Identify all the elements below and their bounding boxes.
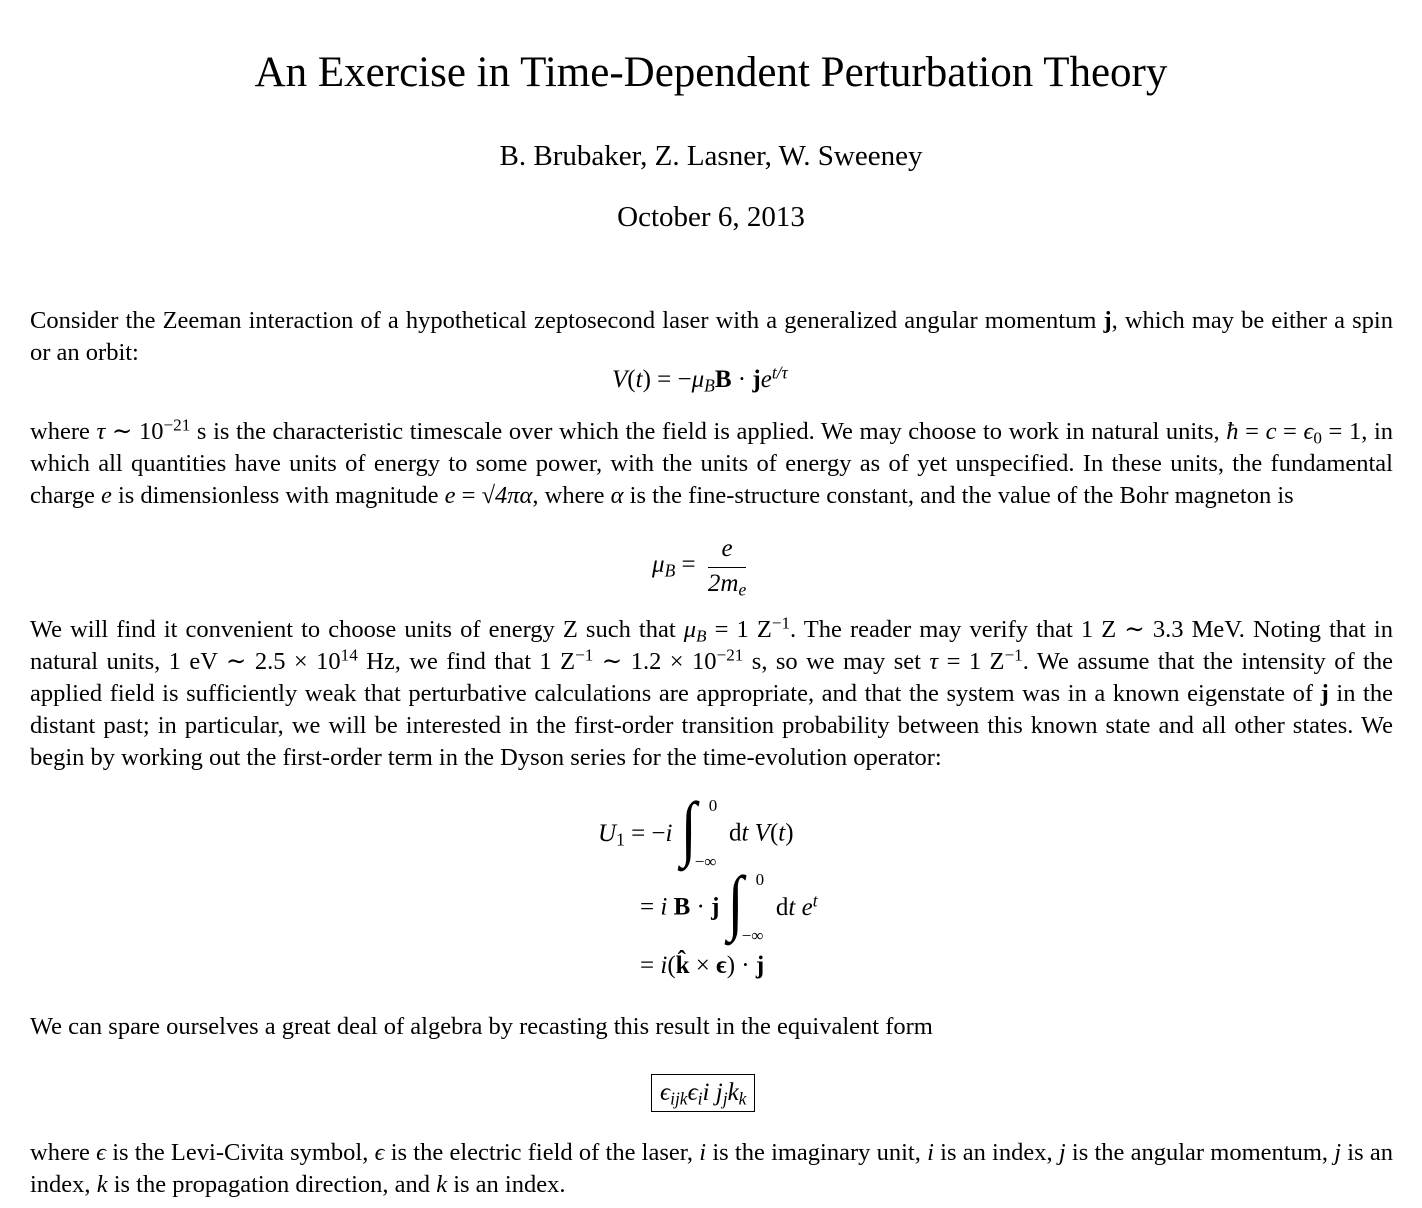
math-token: ϵ xyxy=(96,1139,106,1166)
paragraph-units xyxy=(30,416,1393,512)
math-token: j xyxy=(709,1079,723,1106)
u1-line1-pre xyxy=(598,819,673,850)
text-run: . The reader may verify that 1 Z ∼ 3.3 MeV. Noting that in natural units, 1 eV ∼ 2.5 × 10 xyxy=(30,616,1393,675)
math-token: c xyxy=(1265,418,1277,445)
bohr-lhs xyxy=(652,551,696,581)
text-run: · xyxy=(690,893,712,921)
math-token: i xyxy=(702,1079,710,1106)
text-run: , which may be either a spin or an orbit: xyxy=(30,307,1393,366)
math-token: B xyxy=(714,366,732,393)
text-run: ( xyxy=(627,366,636,393)
math-token: j xyxy=(711,893,720,921)
boxed-result xyxy=(651,1074,755,1112)
text-run: = 1, in which all quantities have units of energy to some power, with the units of energy as of yet unspecified. In these units, the fundamental charge xyxy=(30,418,1394,509)
math-token: τ xyxy=(929,648,939,675)
math-token: t xyxy=(812,889,818,910)
text-run: = xyxy=(1238,418,1266,445)
integral-sign-icon: ∫ 0 −∞ xyxy=(680,786,718,871)
math-token: μ xyxy=(652,551,665,579)
math-token: −1 xyxy=(1004,645,1023,665)
u1-line2-pre xyxy=(640,894,719,921)
text-run: · xyxy=(731,366,753,393)
integral-upper: 0 xyxy=(708,796,718,815)
math-token: 14 xyxy=(340,645,358,665)
math-token: e xyxy=(444,482,456,509)
text-run: × xyxy=(689,952,717,979)
math-token: j xyxy=(1320,680,1329,707)
math-token: j xyxy=(752,366,761,393)
text-run: We can spare ourselves a great deal of algebra by recasting this result in the equivalent form xyxy=(30,1013,933,1040)
math-token: ħ xyxy=(1226,418,1239,445)
text-run: ( xyxy=(769,819,779,847)
text-run: = xyxy=(675,551,696,579)
numerator: e xyxy=(708,535,746,568)
math-token: i xyxy=(699,1139,707,1166)
text-run: . We assume that the intensity of the applied field is sufficiently weak that perturbative calculations are appropriate, and that the system was in a known eigenstate of xyxy=(30,648,1393,707)
text-run: s, so we may set xyxy=(743,648,930,675)
math-token: j xyxy=(1058,1139,1066,1166)
math-token: t xyxy=(741,819,749,847)
equation-boxed xyxy=(651,1074,755,1112)
text-run: ) · xyxy=(726,952,756,979)
math-token: i xyxy=(660,952,668,979)
math-token: B xyxy=(667,893,691,921)
text-run: is the imaginary unit, xyxy=(706,1139,928,1166)
math-token: −1 xyxy=(771,613,791,633)
math-token: e xyxy=(100,482,112,509)
math-token: i xyxy=(665,819,673,847)
paragraph-definitions xyxy=(30,1137,1393,1201)
text-run: = xyxy=(640,952,661,979)
equation-u1-line2 xyxy=(640,860,818,945)
math-token: e xyxy=(801,893,813,921)
math-token: k xyxy=(738,1088,747,1109)
math-token: V xyxy=(754,819,770,847)
text-run: ) xyxy=(785,819,794,847)
text-run: is an index. xyxy=(447,1171,566,1198)
integral-lower: −∞ xyxy=(741,926,764,945)
math-token: ϵ xyxy=(1303,418,1314,445)
math-token: j xyxy=(1334,1139,1342,1166)
math-token: j xyxy=(722,1088,728,1109)
math-token: U xyxy=(598,819,617,847)
equation-u1-line1 xyxy=(598,786,794,871)
math-token: ijk xyxy=(670,1088,688,1109)
math-token: −21 xyxy=(716,645,744,665)
math-token: k xyxy=(436,1171,448,1198)
math-token: τ xyxy=(96,418,106,445)
text-run: ( xyxy=(667,952,676,979)
text-run: is the angular momentum, xyxy=(1065,1139,1335,1166)
text-run: d xyxy=(728,819,742,847)
text-run: ) = − xyxy=(642,366,692,393)
text-run: Hz, we find that 1 Z xyxy=(357,648,576,675)
text-run: We will find it convenient to choose units of energy Z such that xyxy=(30,616,684,643)
integral-lower: −∞ xyxy=(694,852,717,871)
paragraph-intro xyxy=(30,305,1393,369)
math-token: 1 xyxy=(616,829,625,850)
math-token: i xyxy=(927,1139,934,1166)
text-run: is the propagation direction, and xyxy=(107,1171,437,1198)
fraction xyxy=(708,535,746,598)
text-run: is an index, xyxy=(30,1139,1394,1198)
u1-line1-post xyxy=(729,820,794,847)
text-run: is an index, xyxy=(933,1139,1059,1166)
paragraph-energy-units xyxy=(30,614,1393,774)
text-run: where xyxy=(30,1139,97,1166)
math-token: e xyxy=(760,366,772,393)
text-run: is the electric field of the laser, xyxy=(384,1139,700,1166)
den-sub: e xyxy=(738,579,747,600)
text-run: s is the characteristic timescale over which the field is applied. We may choose to work in natural units, xyxy=(190,418,1227,445)
text-run: = 1 Z xyxy=(938,648,1005,675)
math-token: α xyxy=(610,482,624,509)
paper-date: October 6, 2013 xyxy=(617,201,805,233)
text-run: = xyxy=(1276,418,1304,445)
u1-line2-post xyxy=(775,889,818,921)
paragraph-recast xyxy=(30,1011,1393,1043)
math-token: B xyxy=(664,560,676,581)
math-token: −21 xyxy=(163,415,191,435)
math-token: k xyxy=(96,1171,108,1198)
paper-authors: B. Brubaker, Z. Lasner, W. Sweeney xyxy=(499,140,923,172)
text-run: = √ xyxy=(455,482,496,509)
math-token: ϵ xyxy=(716,952,727,979)
text-run: is dimensionless with magnitude xyxy=(111,482,445,509)
math-token: μ xyxy=(683,616,697,643)
math-token: V xyxy=(612,366,628,393)
math-token: t xyxy=(778,819,786,847)
math-token: 0 xyxy=(1313,428,1322,448)
text-run: = − xyxy=(624,819,666,847)
math-token: ϵ xyxy=(374,1139,385,1166)
math-token: t xyxy=(788,893,796,921)
math-token: 4πα xyxy=(495,482,533,509)
text-run: in the distant past; in particular, we will be interested in the first-order transition probability between this known state and all other states. We begin by working out the first-order term in the Dyson series for the time-evolution operator: xyxy=(30,680,1393,771)
text-run: = xyxy=(640,893,661,921)
text-run: ∼ 10 xyxy=(105,418,164,445)
math-token: j xyxy=(755,952,765,979)
math-token: i xyxy=(660,893,668,921)
equation-potential xyxy=(612,362,788,396)
math-token: k xyxy=(727,1079,739,1106)
integral-upper: 0 xyxy=(755,870,765,889)
math-token: t/τ xyxy=(771,362,788,383)
math-token: t xyxy=(635,366,643,393)
paper-title: An Exercise in Time-Dependent Perturbation Theory xyxy=(254,49,1168,96)
text-run: where xyxy=(30,418,97,445)
math-token: ϵ xyxy=(687,1079,698,1106)
text-run: , where xyxy=(532,482,611,509)
text-run: Consider the Zeeman interaction of a hypothetical zeptosecond laser with a generalized angular momentum xyxy=(30,307,1104,334)
math-token: B xyxy=(704,375,715,396)
math-token: j xyxy=(1103,307,1112,334)
math-token: i xyxy=(697,1088,703,1109)
text-run: is the fine-structure constant, and the value of the Bohr magneton is xyxy=(623,482,1294,509)
math-token: k̂ xyxy=(675,952,690,979)
math-token: −1 xyxy=(575,645,594,665)
equation-bohr-magneton xyxy=(652,535,746,598)
den-main: 2m xyxy=(707,570,739,597)
math-token: μ xyxy=(691,366,705,393)
math-token: B xyxy=(696,626,707,646)
equation-u1-line3 xyxy=(640,952,764,980)
denominator xyxy=(708,568,746,598)
math-token: ϵ xyxy=(660,1079,671,1106)
integral-sign-icon: ∫ 0 −∞ xyxy=(727,860,765,945)
text-run: ∼ 1.2 × 10 xyxy=(593,648,717,675)
text-run: d xyxy=(775,893,789,921)
text-run: is the Levi-Civita symbol, xyxy=(105,1139,375,1166)
text-run: = 1 Z xyxy=(706,616,772,643)
